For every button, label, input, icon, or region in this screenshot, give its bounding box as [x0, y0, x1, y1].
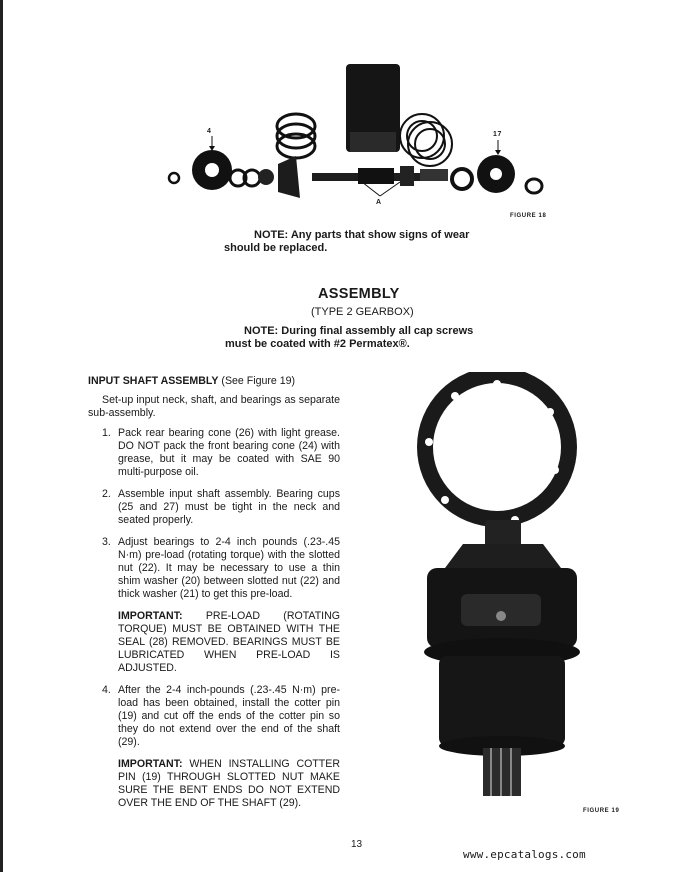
figure-18-label: FIGURE 18: [510, 213, 547, 219]
step-2-number: 2.: [102, 488, 111, 500]
step-4-number: 4.: [102, 684, 111, 696]
step-4-text: After the 2-4 inch-pounds (.23-.45 N·m) pre-load has been obtained, install the cotter pin (19) and cut off the ends of the cotter pin so they do not extend over the end of the shaft (29).: [118, 684, 340, 748]
step-4: [102, 684, 340, 749]
step-3: [102, 536, 340, 601]
important-2-label: IMPORTANT:: [118, 758, 183, 770]
input-shaft-intro: Set-up input neck, shaft, and bearings as separate sub-assembly.: [88, 394, 340, 419]
assembly-note: [225, 325, 515, 351]
assembly-subtitle: (TYPE 2 GEARBOX): [311, 306, 414, 318]
important-preload-note: [118, 610, 340, 675]
step-1-text: Pack rear bearing cone (26) with light grease. DO NOT pack the front bearing cone (24) with grease, but it may be coated with SAE 90 multi-purpose oil.: [118, 427, 340, 478]
figure-19-photo: [405, 372, 605, 802]
important-cotter-pin-note: [118, 758, 340, 810]
callout-a: A: [376, 199, 382, 206]
page-number: 13: [351, 839, 363, 850]
step-1-number: 1.: [102, 427, 111, 439]
input-shaft-section: [88, 375, 340, 819]
input-shaft-heading-ref: (See Figure 19): [218, 375, 296, 387]
callout-17: 17: [493, 131, 502, 138]
page-edge-rule: [0, 0, 3, 872]
important-2-text: WHEN INSTALLING COTTER PIN (19) THROUGH SLOTTED NUT MAKE SURE THE BENT ENDS DO NOT EXTEND OVER THE END OF THE SHAFT (29).: [118, 758, 340, 809]
input-shaft-heading-title: INPUT SHAFT ASSEMBLY: [88, 375, 219, 387]
step-2: [102, 488, 340, 527]
watermark-url: www.epcatalogs.com: [463, 848, 586, 861]
step-3-text: Adjust bearings to 2-4 inch pounds (.23-.45 N·m) pre-load (rotating torque) with the slotted nut (22). It may be necessary to use a thin shim washer (20) between slotted nut (22) and thick washer (21) to get this pre-load.: [118, 536, 340, 600]
step-2-text: Assemble input shaft assembly. Bearing cups (25 and 27) must be tight in the neck and seated properly.: [118, 488, 340, 526]
assembly-note-line-2: must be coated with #2 Permatex®.: [225, 338, 410, 350]
assembly-note-line-1: NOTE: During final assembly all cap screws: [244, 325, 474, 337]
step-1: [102, 427, 340, 479]
note-line-1: NOTE: Any parts that show signs of wear: [254, 229, 470, 241]
assembly-title: ASSEMBLY: [318, 286, 400, 302]
step-3-number: 3.: [102, 536, 111, 548]
note-replace-worn-parts: [224, 229, 504, 255]
important-1-text: PRE-LOAD (ROTATING TORQUE) MUST BE OBTAINED WITH THE SEAL (28) REMOVED. BEARINGS MUST BE LUBRICATED WHEN PRE-LOAD IS ADJUSTED.: [118, 610, 340, 674]
input-shaft-heading: [88, 375, 340, 388]
figure-19-label: FIGURE 19: [583, 808, 620, 814]
callout-4: 4: [207, 128, 212, 135]
note-line-2: should be replaced.: [224, 242, 328, 254]
important-1-label: IMPORTANT:: [118, 610, 183, 622]
